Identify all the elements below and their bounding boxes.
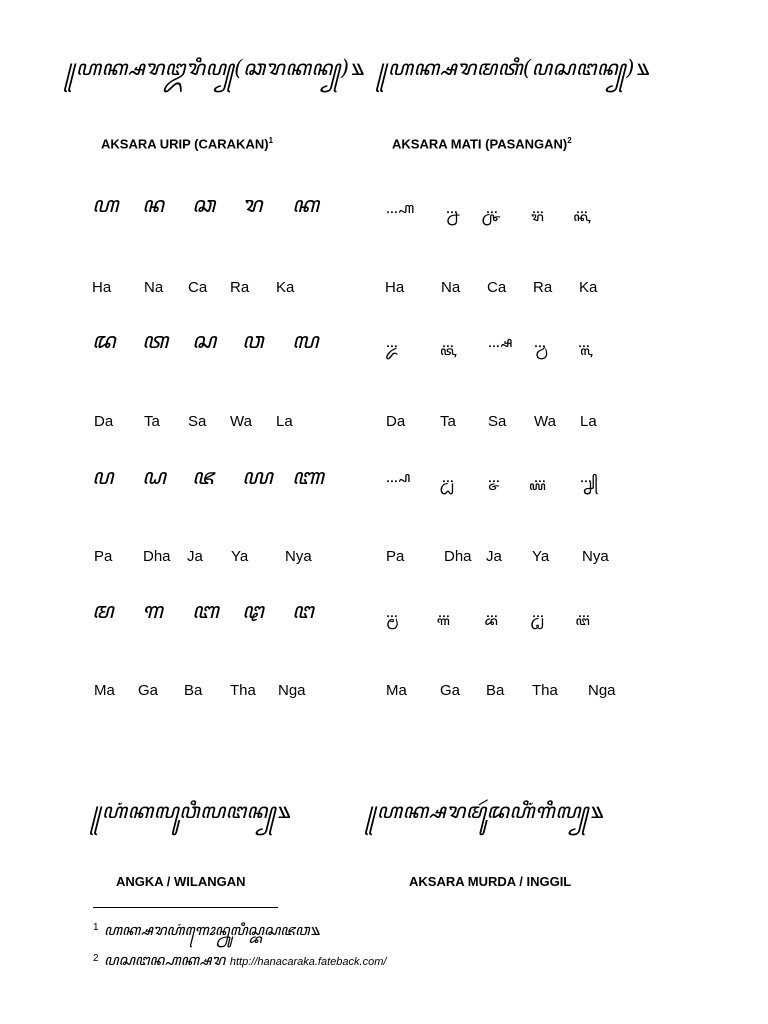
- pasangan-glyph: …꧀ꦤ: [446, 199, 458, 217]
- carakan-label-row: [94, 413, 316, 430]
- aksara-glyph: ꦛ: [242, 599, 264, 624]
- aksara-label: Pa: [94, 548, 113, 565]
- carakan-glyph-row: [92, 460, 342, 505]
- aksara-glyph: ꦭ: [292, 329, 319, 354]
- mati-script-title: ꧋ꦲꦏ꧀ꦱꦫꦩꦠꦶ(ꦥꦱꦔꦤ꧀)꧉: [378, 56, 650, 80]
- aksara-label: Ja: [187, 548, 203, 565]
- footnote-mark: 2: [93, 953, 99, 964]
- pada-lingsa-icon: ꧋: [367, 799, 377, 823]
- aksara-glyph: ꦪ: [242, 465, 273, 490]
- aksara-label: Da: [94, 413, 114, 430]
- aksara-label: La: [580, 413, 597, 430]
- aksara-label: Ga: [440, 682, 461, 699]
- aksara-label: Ra: [533, 279, 553, 296]
- aksara-label: Ma: [386, 682, 407, 699]
- aksara-glyph: ꦕ: [192, 193, 215, 218]
- pasangan-glyph: …꧀ꦔ: [578, 603, 590, 621]
- aksara-label: Ha: [385, 279, 405, 296]
- carakan-glyph-row: [92, 324, 342, 369]
- pasangan-glyph: …꧀ꦫ: [532, 199, 544, 217]
- pasangan-glyph: …꧀ꦢ: [386, 333, 398, 351]
- pada-lingsa-icon: ꧋: [66, 56, 76, 80]
- aksara-glyph: ꦗ: [192, 465, 214, 490]
- pasangan-glyph: …꧀ꦱ: [488, 333, 513, 351]
- aksara-label: Sa: [188, 413, 207, 430]
- pasangan-label-row: [385, 279, 619, 296]
- pada-lungsi-icon: ꧉: [349, 56, 365, 80]
- aksara-label: Ca: [487, 279, 507, 296]
- pasangan-glyph: …꧀ꦧ: [486, 603, 498, 621]
- murda-script-title: ꧋ꦲꦏ꧀ꦱꦫꦩꦸꦂꦢꦲꦶꦁꦒꦶꦭ꧀꧉: [367, 799, 604, 823]
- pasangan-glyph: …꧀ꦕ: [486, 199, 498, 217]
- aksara-label: Wa: [230, 413, 252, 430]
- aksara-label: Da: [386, 413, 406, 430]
- urip-script-title: ꧋ꦲꦏ꧀ꦱꦫꦈꦫꦶꦥ꧀(ꦕꦫꦏꦤ꧀)꧉: [66, 56, 365, 80]
- aksara-glyph: ꦏ: [292, 193, 319, 218]
- pasangan-glyph: …꧀ꦲ: [386, 199, 415, 217]
- aksara-label: Na: [441, 279, 461, 296]
- carakan-label-row: [94, 682, 318, 699]
- carakan-label-row: [94, 548, 325, 565]
- pasangan-glyph: …꧀ꦭ: [578, 333, 590, 351]
- pasangan-glyph: …꧀ꦩ: [386, 603, 398, 621]
- aksara-label: Ta: [440, 413, 456, 430]
- footnote-2-text: ꦥꦱꦔꦤ꧀ꦲꦏ꧀ꦱꦫ http://hanacaraka.fateback.com/: [104, 951, 387, 969]
- pasangan-label-row: [386, 682, 628, 699]
- angka-heading: ANGKA / WILANGAN: [116, 874, 246, 889]
- aksara-label: Wa: [534, 413, 556, 430]
- pasangan-glyph: …꧀ꦥ: [386, 468, 411, 486]
- pada-lungsi-icon: ꧉: [588, 799, 604, 823]
- pada-lungsi-icon: ꧉: [634, 56, 650, 80]
- pasangan-glyph: …꧀ꦠ: [442, 333, 454, 351]
- pasangan-glyph: …꧀ꦛ: [532, 603, 544, 621]
- aksara-label: Dha: [143, 548, 171, 565]
- pada-lingsa-icon: ꧋: [378, 56, 388, 80]
- aksara-glyph: ꦲ: [92, 193, 119, 218]
- aksara-label: Ja: [486, 548, 502, 565]
- pasangan-glyph: …꧀ꦏ: [576, 199, 588, 217]
- aksara-label: Ta: [144, 413, 160, 430]
- pasangan-glyph: …꧀ꦒ: [438, 603, 450, 621]
- pada-lungsi-icon: ꧉: [275, 799, 291, 823]
- aksara-label: Na: [144, 279, 164, 296]
- aksara-glyph: ꦮ: [242, 329, 264, 354]
- aksara-glyph: ꦔ: [292, 599, 314, 624]
- aksara-label: Ba: [486, 682, 505, 699]
- aksara-label: Nga: [278, 682, 306, 699]
- pasangan-glyph: …꧀ꦮ: [534, 333, 546, 351]
- aksara-glyph: ꦝ: [142, 465, 166, 490]
- aksara-glyph: ꦫ: [242, 193, 263, 218]
- aksara-label: Ya: [231, 548, 249, 565]
- aksara-glyph: ꦧ: [192, 599, 219, 624]
- aksara-label: Pa: [386, 548, 405, 565]
- pasangan-label-row: [386, 548, 622, 565]
- aksara-label: Dha: [444, 548, 472, 565]
- footnote-1-text: ꦲꦏ꧀ꦱꦫꦲꦁꦒꦺꦴꦤ꧀ꦤꦸꦭꦶꦱ꧀ꦧꦱꦗꦮ꧉: [104, 921, 320, 939]
- aksara-label: Nya: [285, 548, 312, 565]
- pasangan-label-row: [386, 413, 620, 430]
- footnote-link[interactable]: http://hanacaraka.fateback.com/: [229, 956, 387, 968]
- murda-heading: AKSARA MURDA / INGGIL: [409, 874, 572, 889]
- pasangan-glyph: …꧀ꦗ: [488, 468, 500, 486]
- footnote-mark: 1: [93, 922, 99, 933]
- aksara-label: Ka: [276, 279, 295, 296]
- aksara-glyph: ꦩ: [92, 599, 114, 624]
- pasangan-glyph: …꧀ꦚ: [580, 468, 598, 486]
- aksara-label: Tha: [230, 682, 256, 699]
- aksara-label: Ha: [92, 279, 112, 296]
- aksara-glyph: ꦤ: [142, 193, 164, 218]
- footnote-divider: [93, 907, 278, 908]
- aksara-label: Ga: [138, 682, 159, 699]
- aksara-glyph: ꦠ: [142, 329, 169, 354]
- aksara-glyph: ꦥ: [92, 465, 114, 490]
- aksara-glyph: ꦚ: [292, 465, 324, 490]
- aksara-label: Ba: [184, 682, 203, 699]
- carakan-label-row: [92, 279, 316, 296]
- aksara-label: Nga: [588, 682, 616, 699]
- mati-heading: AKSARA MATI (PASANGAN)$^2$: [392, 136, 572, 152]
- aksara-label: Nya: [582, 548, 609, 565]
- aksara-label: Sa: [488, 413, 507, 430]
- aksara-glyph: ꦒ: [142, 599, 163, 624]
- pasangan-glyph-row: [386, 465, 620, 496]
- urip-heading: AKSARA URIP (CARAKAN)$^1$: [101, 136, 274, 152]
- aksara-label: Ra: [230, 279, 250, 296]
- pasangan-glyph-row: [386, 196, 616, 227]
- pasangan-glyph: …꧀ꦝ: [442, 468, 454, 486]
- aksara-label: Ya: [532, 548, 550, 565]
- carakan-glyph-row: [92, 188, 342, 233]
- pada-lingsa-icon: ꧋: [92, 799, 102, 823]
- aksara-label: Tha: [532, 682, 558, 699]
- aksara-label: Ka: [579, 279, 598, 296]
- aksara-label: Ma: [94, 682, 115, 699]
- pasangan-glyph-row: [386, 600, 618, 631]
- carakan-glyph-row: [92, 594, 342, 639]
- angka-script-title: ꧋ꦲꦁꦏꦭꦸꦮꦶꦭꦔꦤ꧀꧉: [92, 799, 291, 823]
- pada-lungsi-icon: ꧉: [309, 921, 320, 939]
- aksara-label: Ca: [188, 279, 208, 296]
- aksara-glyph: ꦢ: [92, 329, 116, 354]
- aksara-label: La: [276, 413, 293, 430]
- pasangan-glyph: …꧀ꦪ: [534, 468, 546, 486]
- pasangan-glyph-row: [386, 330, 618, 361]
- aksara-glyph: ꦱ: [192, 329, 216, 354]
